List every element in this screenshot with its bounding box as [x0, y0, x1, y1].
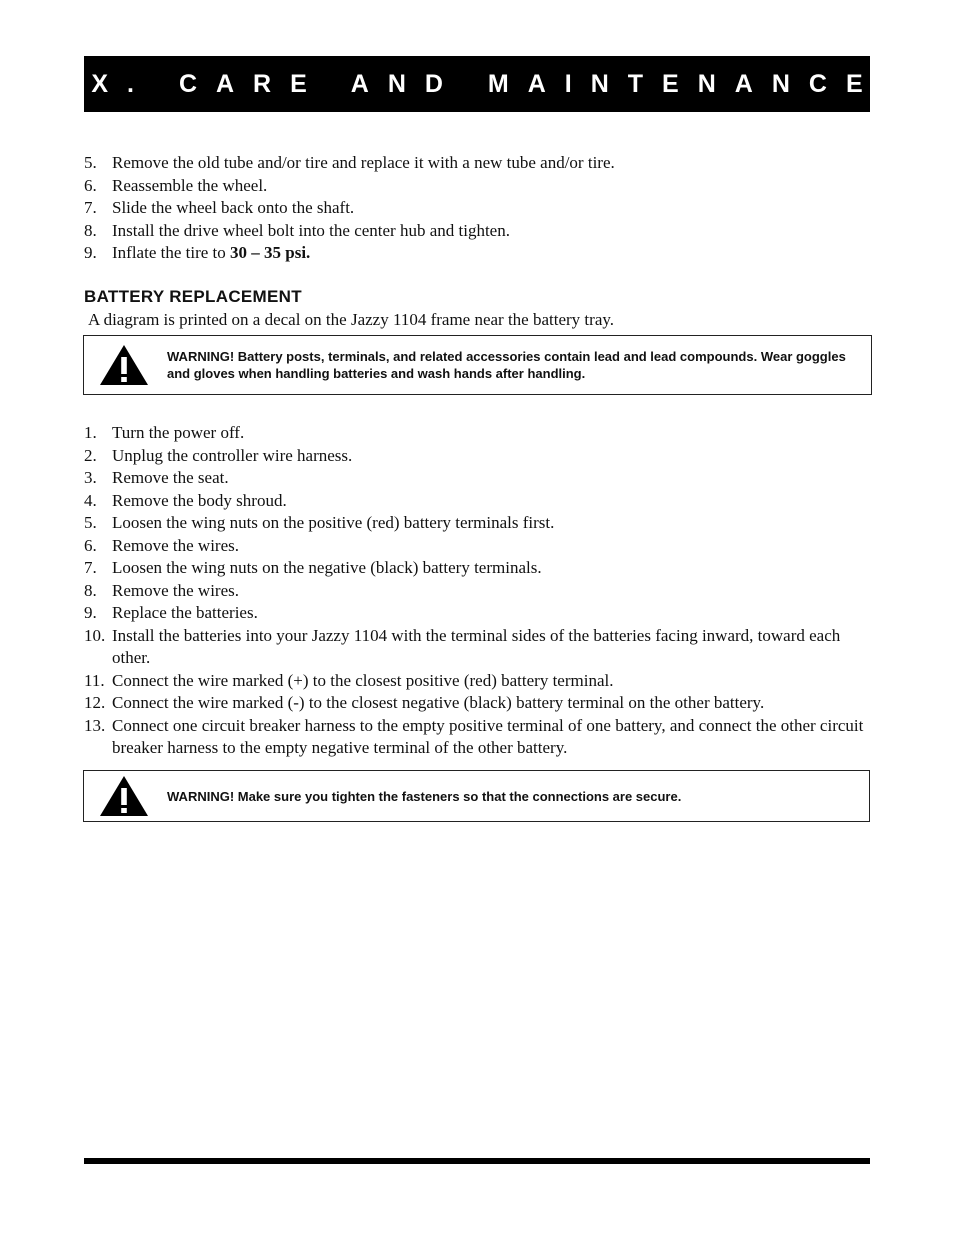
- step-text: [112, 242, 874, 265]
- step-text: Install the drive wheel bolt into the center hub and tighten.: [112, 220, 510, 240]
- step-text: Connect the wire marked (+) to the closest positive (red) battery terminal.: [112, 670, 614, 690]
- step-text: Loosen the wing nuts on the negative (black) battery terminals.: [112, 558, 542, 577]
- list-item: [84, 535, 874, 558]
- step-number: 9.: [84, 603, 97, 622]
- step-number: 7.: [84, 198, 97, 217]
- step-number: 5.: [84, 153, 97, 172]
- step-text: Remove the wires.: [112, 580, 239, 600]
- warning-box-lead: [83, 335, 872, 395]
- step-number: 8.: [84, 580, 97, 600]
- battery-replacement-heading: BATTERY REPLACEMENT: [84, 287, 302, 306]
- section-title: X. CARE AND MAINTENANCE: [91, 69, 882, 98]
- step-text: Remove the old tube and/or tire and replace it with a new tube and/or tire.: [112, 153, 615, 172]
- step-text: Install the batteries into your Jazzy 1104 with the terminal sides of the batteries facing inward, toward each other.: [112, 625, 841, 667]
- step-number: 6.: [84, 175, 97, 195]
- list-item: [84, 445, 874, 468]
- step-text: Turn the power off.: [112, 423, 245, 442]
- list-item: [84, 197, 874, 220]
- list-item: [84, 152, 874, 175]
- step-text-plain: Inflate the tire to: [112, 243, 231, 262]
- list-item: [84, 512, 874, 535]
- warning-triangle-icon: [98, 774, 150, 818]
- step-number: 7.: [84, 558, 97, 577]
- list-item: [84, 692, 874, 715]
- step-text: Remove the body shroud.: [112, 490, 287, 510]
- step-number: 11.: [84, 670, 105, 690]
- list-item: [84, 175, 874, 198]
- step-number: 6.: [84, 535, 97, 555]
- footer-rule: [84, 1158, 870, 1164]
- list-item: [84, 220, 874, 243]
- list-item: [84, 602, 874, 625]
- step-text: Reassemble the wheel.: [112, 175, 268, 195]
- tire-steps-list: [84, 152, 874, 265]
- list-item: [84, 670, 874, 693]
- step-text: Connect the wire marked (-) to the closest negative (black) battery terminal on the other battery.: [112, 693, 765, 712]
- list-item: [84, 467, 874, 490]
- list-item: [84, 557, 874, 580]
- step-text: Remove the wires.: [112, 535, 239, 555]
- step-text: Remove the seat.: [112, 468, 229, 487]
- warning-text: WARNING! Battery posts, terminals, and related accessories contain lead and lead compounds. Wear goggles and gloves when handling batteries and wash hands after handling.: [167, 349, 846, 381]
- battery-steps-list: [84, 422, 874, 760]
- step-number: 12.: [84, 693, 106, 712]
- step-number: 4.: [84, 490, 97, 510]
- step-number: 3.: [84, 468, 97, 487]
- step-number: 1.: [84, 423, 97, 442]
- section-header: [84, 56, 882, 112]
- step-number: 2.: [84, 445, 97, 465]
- list-item: [84, 580, 874, 603]
- list-item: [84, 242, 874, 265]
- step-number: 13.: [84, 715, 106, 735]
- warning-triangle-icon: [98, 343, 150, 387]
- step-text: Connect one circuit breaker harness to the empty positive terminal of one battery, and connect the other circuit breaker harness to the empty negative terminal of the other battery.: [112, 715, 864, 757]
- tire-pressure-value: 30 – 35 psi.: [230, 243, 311, 262]
- step-text: Unplug the controller wire harness.: [112, 445, 353, 465]
- step-text: Slide the wheel back onto the shaft.: [112, 198, 355, 217]
- list-item: [84, 715, 874, 760]
- step-text: Loosen the wing nuts on the positive (red) battery terminals first.: [112, 513, 555, 532]
- warning-box-fasteners: [83, 770, 870, 822]
- list-item: [84, 490, 874, 513]
- battery-intro-text: A diagram is printed on a decal on the Jazzy 1104 frame near the battery tray.: [88, 310, 615, 329]
- list-item: [84, 422, 874, 445]
- list-item: [84, 625, 874, 670]
- step-number: 10.: [84, 625, 106, 645]
- step-number: 8.: [84, 220, 97, 240]
- step-number: 9.: [84, 243, 97, 262]
- warning-text: WARNING! Make sure you tighten the fasteners so that the connections are secure.: [167, 788, 682, 804]
- step-number: 5.: [84, 513, 97, 532]
- step-text: Replace the batteries.: [112, 603, 258, 622]
